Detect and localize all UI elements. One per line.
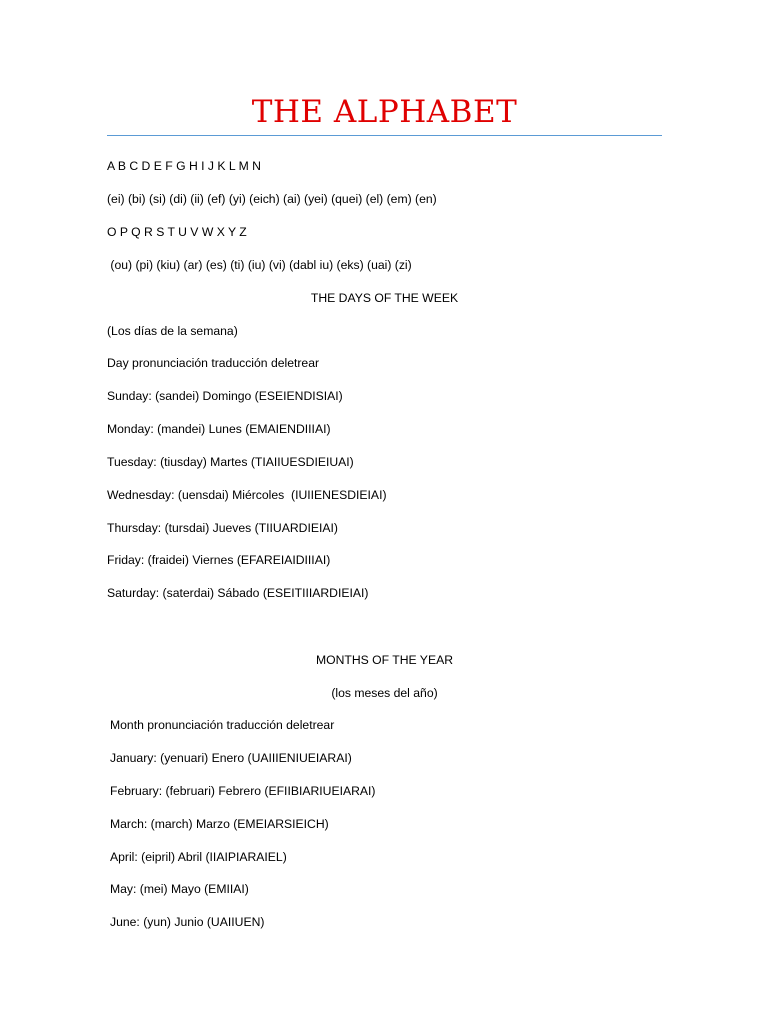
month-row-march: March: (march) Marzo (EMEIARSIEICH)	[110, 817, 329, 831]
alphabet-pronunciation-o-z: (ou) (pi) (kiu) (ar) (es) (ti) (iu) (vi) (dabl iu) (eks) (uai) (zi)	[107, 258, 412, 272]
months-subheading: (los meses del año)	[331, 686, 438, 700]
day-row-sunday: Sunday: (sandei) Domingo (ESEIENDISIAI)	[107, 389, 343, 403]
day-row-monday: Monday: (mandei) Lunes (EMAIENDIIIAI)	[107, 422, 331, 436]
days-column-header: Day pronunciación traducción deletrear	[107, 356, 320, 370]
alphabet-letters-a-n: A B C D E F G H I J K L M N	[107, 159, 261, 173]
document-title: THE ALPHABET	[251, 94, 518, 130]
day-row-wednesday: Wednesday: (uensdai) Miércoles (IUIIENESDIEIAI)	[107, 488, 387, 502]
title-underline	[107, 135, 662, 136]
month-row-february: February: (februari) Febrero (EFIIBIARIUEIARAI)	[110, 784, 376, 798]
month-row-january: January: (yenuari) Enero (UAIIIENIUEIARAI)	[110, 751, 352, 765]
alphabet-letters-o-z: O P Q R S T U V W X Y Z	[107, 225, 247, 239]
days-heading: THE DAYS OF THE WEEK	[310, 291, 459, 305]
days-subheading: (Los días de la semana)	[107, 324, 238, 338]
months-heading: MONTHS OF THE YEAR	[315, 653, 453, 667]
month-row-may: May: (mei) Mayo (EMIIAI)	[110, 882, 249, 896]
months-column-header: Month pronunciación traducción deletrear	[110, 718, 335, 732]
day-row-tuesday: Tuesday: (tiusday) Martes (TIAIIUESDIEIUAI)	[107, 455, 354, 469]
day-row-thursday: Thursday: (tursdai) Jueves (TIIUARDIEIAI)	[107, 521, 338, 535]
month-row-june: June: (yun) Junio (UAIIUEN)	[110, 915, 265, 929]
month-row-april: April: (eipril) Abril (IIAIPIARAIEL)	[110, 850, 287, 864]
alphabet-pronunciation-a-n: (ei) (bi) (si) (di) (ii) (ef) (yi) (eich) (ai) (yei) (quei) (el) (em) (en)	[107, 192, 437, 206]
day-row-saturday: Saturday: (saterdai) Sábado (ESEITIIIARDIEIAI)	[107, 586, 369, 600]
day-row-friday: Friday: (fraidei) Viernes (EFAREIAIDIIIAI)	[107, 553, 331, 567]
